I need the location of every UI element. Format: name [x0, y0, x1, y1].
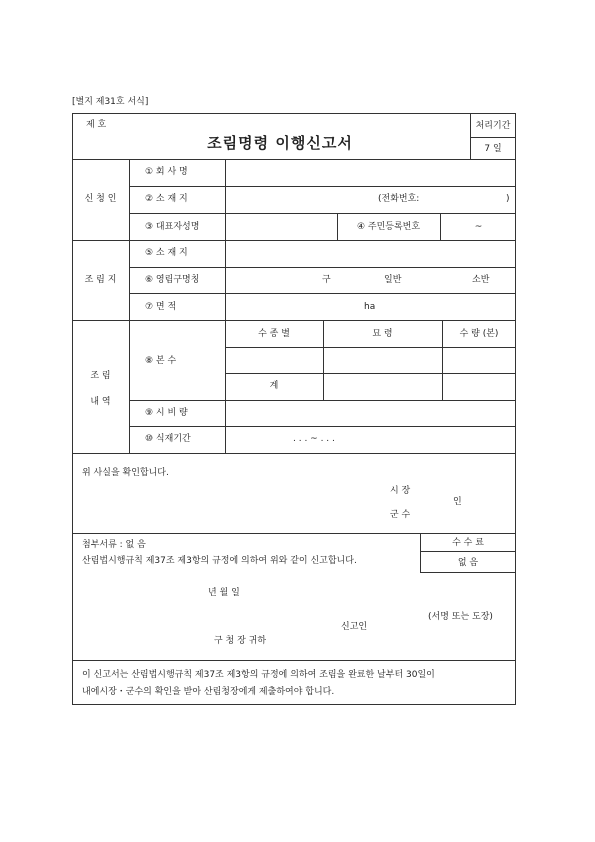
county-head-label: 군 수 — [390, 510, 411, 520]
phone-field[interactable] — [438, 187, 504, 213]
addressee: 구 청 장 귀하 — [214, 636, 267, 646]
signature-note: (서명 또는 도장) — [428, 612, 493, 622]
report-date: 년 월 일 — [208, 588, 240, 598]
phone-label: (전화번호: — [378, 194, 420, 204]
details-section-label-top: 조 림 — [90, 371, 111, 381]
species-cell[interactable] — [226, 348, 322, 373]
representative-name-label: ③ 대표자성명 — [145, 222, 200, 232]
details-section-label-bottom: 내 역 — [90, 397, 111, 407]
phone-close-paren: ) — [506, 194, 510, 204]
fertilizer-amount-field[interactable] — [226, 401, 515, 426]
site-section-label: 조 림 지 — [84, 275, 117, 285]
fee-value: 없 음 — [457, 558, 479, 568]
forest-soban-unit: 소반 — [472, 275, 490, 285]
seal-mark: 인 — [453, 497, 462, 507]
notice-line-2: 내에시장・군수의 확인을 받아 산림청장에게 제출하여야 합니다. — [82, 687, 335, 697]
site-address-label: ⑤ 소 재 지 — [145, 248, 188, 258]
forest-ilban-unit: 일반 — [384, 275, 402, 285]
quantity-cell[interactable] — [443, 348, 515, 373]
species-column-header: 수 종 별 — [258, 329, 290, 339]
company-name-label: ① 회 사 명 — [145, 167, 188, 177]
mayor-label: 시 장 — [390, 486, 411, 496]
applicant-section-label: 신 청 인 — [84, 194, 117, 204]
notice-line-1: 이 신고서는 산림법시행규칙 제37조 제3항의 규정에 의하여 조림을 완료한 날부터 30일이 — [82, 670, 435, 680]
seedling-age-column-header: 묘 령 — [372, 329, 393, 339]
tree-count-label: ⑧ 본 수 — [145, 356, 177, 366]
resident-number-label: ④ 주민등록번호 — [356, 222, 421, 232]
document-number-label: 제 호 — [86, 120, 107, 130]
report-body-text: 산림법시행규칙 제37조 제3항의 규정에 의하여 위와 같이 신고합니다. — [82, 556, 357, 566]
confirmation-text: 위 사실을 확인합니다. — [82, 468, 169, 478]
site-address-field[interactable] — [226, 241, 515, 267]
processing-period-label: 처리기간 — [475, 121, 511, 131]
reporter-label: 신고인 — [341, 622, 368, 632]
planting-period-value: . . . ~ . . . — [293, 434, 335, 444]
applicant-address-label: ② 소 재 지 — [145, 194, 188, 204]
fertilizer-amount-label: ⑨ 시 비 량 — [145, 408, 188, 418]
form-title: 조림명령 이행신고서 — [207, 134, 353, 152]
forest-district-label: ⑥ 영림구명칭 — [145, 275, 200, 285]
fee-label: 수 수 료 — [452, 538, 484, 548]
area-label: ⑦ 면 적 — [145, 302, 177, 312]
planting-period-label: ⑩ 식재기간 — [145, 434, 191, 444]
total-label: 계 — [269, 381, 279, 391]
quantity-column-header: 수 량 (본) — [459, 329, 499, 339]
attachment-label: 첨부서류 : 없 음 — [82, 540, 146, 550]
resident-number-separator: ~ — [474, 222, 483, 232]
processing-period-value: 7 일 — [484, 144, 502, 154]
company-name-field[interactable] — [226, 160, 515, 186]
form-label: [별지 제31호 서식] — [72, 97, 149, 107]
area-unit: ha — [364, 302, 376, 312]
seedling-age-cell[interactable] — [324, 348, 441, 373]
representative-name-field[interactable] — [226, 214, 336, 240]
applicant-address-field[interactable] — [226, 187, 376, 213]
forest-gu-unit: 구 — [322, 275, 331, 285]
